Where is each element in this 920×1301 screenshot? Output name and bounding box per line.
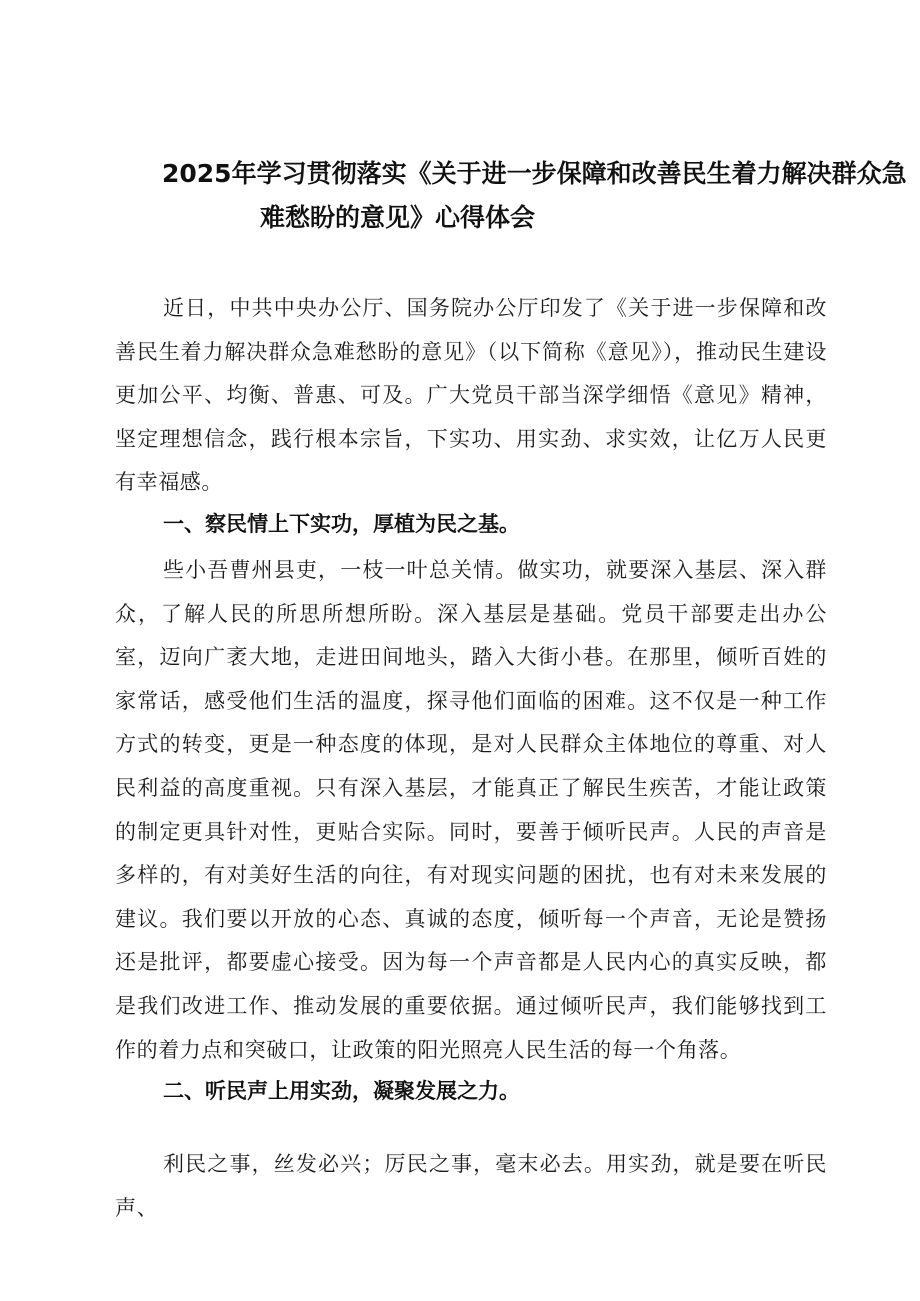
section-1-heading: 一、察民情上下实功，厚植为民之基。 (163, 512, 520, 536)
section-2-paragraph: 利民之事，丝发必兴；厉民之事，毫末必去。用实劲，就是要在听民声、 (115, 1152, 827, 1220)
section-2-heading: 二、听民声上用实劲，凝聚发展之力。 (163, 1079, 520, 1103)
document-title (140, 152, 907, 240)
title-line-1: 2025年学习贯彻落实《关于进一步保障和改善民生着力解决群众急 (162, 159, 907, 188)
title-line-2: 难愁盼的意见》心得体会 (260, 203, 536, 232)
section-1-paragraph: 些小吾曹州县吏，一枝一叶总关情。做实功，就要深入基层、深入群众，了解人民的所思所想所盼。深入基层是基础。党员干部要走出办公室，迈向广袤大地，走进田间地头，踏入大街小巷。在那里，倾听百姓的家常话，感受他们生活的温度，探寻他们面临的困难。这不仅是一种工作方式的转变，更是一种态度的体现，是对人民群众主体地位的尊重、对人民利益的高度重视。只有深入基层，才能真正了解民生疾苦，才能让政策的制定更具针对性，更贴合实际。同时，要善于倾听民声。人民的声音是多样的，有对美好生活的向往，有对现实问题的困扰，也有对未来发展的建议。我们要以开放的心态、真诚的态度，倾听每一个声音，无论是赞扬还是批评，都要虚心接受。因为每一个声音都是人民内心的真实反映，都是我们改进工作、推动发展的重要依据。通过倾听民声，我们能够找到工作的着力点和突破口，让政策的阳光照亮人民生活的每一个角落。 (115, 558, 827, 1062)
intro-paragraph: 近日，中共中央办公厅、国务院办公厅印发了《关于进一步保障和改善民生着力解决群众急难愁盼的意见》（以下简称《意见》），推动民生建设更加公平、均衡、普惠、可及。广大党员干部当深学细悟《意见》精神，坚定理想信念，践行根本宗旨，下实功、用实劲、求实效，让亿万人民更有幸福感。 (115, 296, 827, 495)
